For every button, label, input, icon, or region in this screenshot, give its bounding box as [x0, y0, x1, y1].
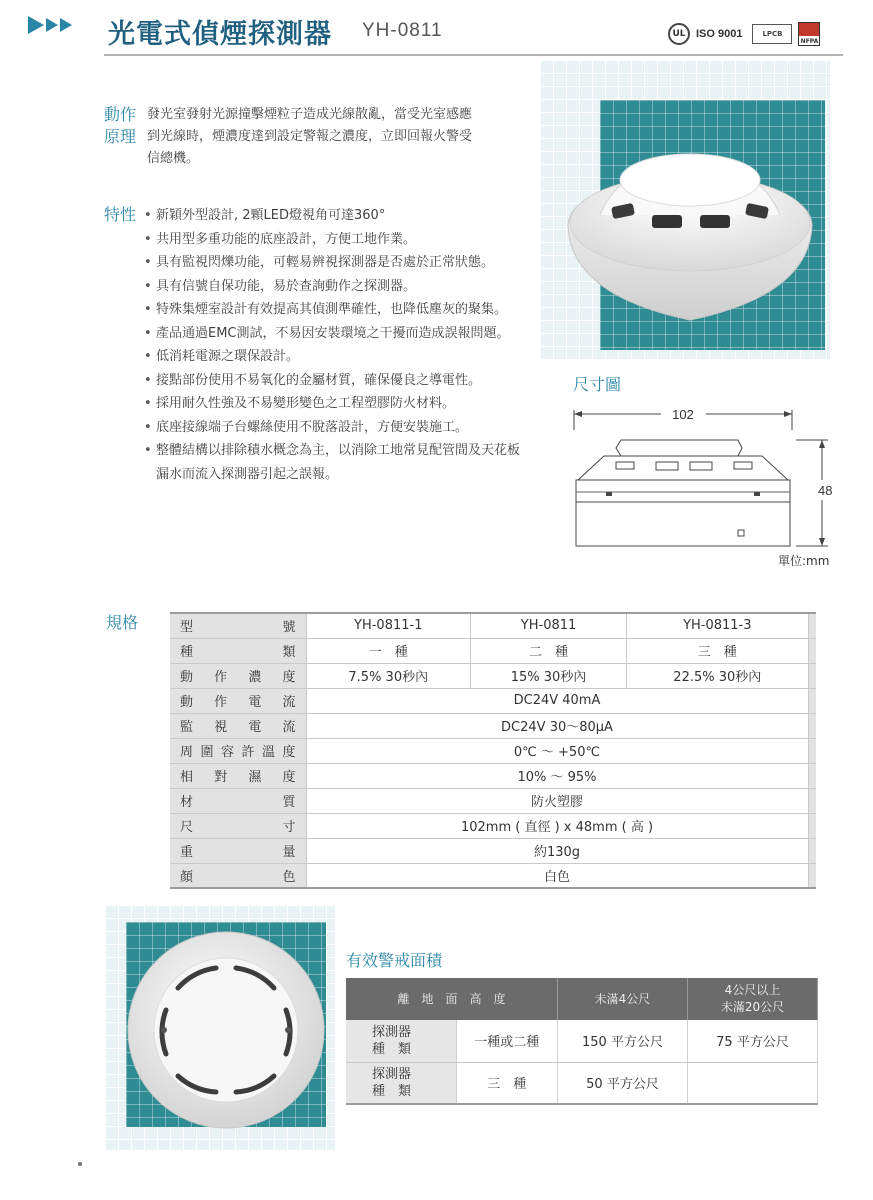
- spec-label-char: 寸: [282, 820, 296, 835]
- spec-label-char: 色: [282, 869, 296, 885]
- coverage-row: [346, 1062, 818, 1104]
- spec-row-label: [170, 638, 306, 663]
- spec-row: [170, 613, 816, 638]
- spec-row-label: [170, 713, 306, 738]
- spec-row-end: [808, 788, 816, 813]
- nfpa-label: NFPA: [800, 38, 819, 45]
- spec-row-label-chars: [180, 741, 296, 760]
- spec-label-char: 種: [180, 645, 194, 660]
- coverage-row-label-line: 種 類: [372, 1041, 412, 1057]
- spec-row: [170, 713, 816, 738]
- spec-label-char: 監: [180, 720, 194, 735]
- features-list: [144, 204, 524, 486]
- coverage-row-label-line: 探測器: [372, 1024, 412, 1040]
- spec-label-char: 顏: [180, 869, 194, 885]
- spec-cell: 三 種: [627, 638, 808, 663]
- spec-label-char: 尺: [180, 820, 194, 835]
- spec-row-label-chars: [180, 791, 296, 810]
- spec-label-char: 電: [248, 720, 262, 735]
- spec-label-char: 量: [282, 845, 296, 860]
- spec-label-char: 重: [180, 845, 194, 860]
- height-dimension-label: 48: [818, 483, 833, 498]
- spec-row-end: [808, 838, 816, 863]
- spec-row-label: [170, 688, 306, 713]
- spec-row-label: [170, 613, 306, 638]
- detector-photo-side: [560, 145, 820, 345]
- spec-cell: YH-0811-3: [627, 613, 808, 638]
- spec-cell: 約130g: [306, 838, 808, 863]
- spec-label-char: 型: [180, 620, 194, 636]
- spec-label-char: 許: [241, 745, 255, 760]
- coverage-row: [346, 1020, 818, 1062]
- spec-row-label: [170, 738, 306, 763]
- spec-row-end: [808, 813, 816, 838]
- width-dimension-label: 102: [672, 407, 694, 422]
- spec-row-label-chars: [180, 616, 296, 635]
- spec-row-end: [808, 863, 816, 888]
- spec-row-end: [808, 763, 816, 788]
- unit-label: 單位:mm: [778, 554, 830, 568]
- spec-row-end: [808, 638, 816, 663]
- feature-item: • 具有信號自保功能，易於查詢動作之探測器。: [144, 275, 524, 299]
- feature-item: • 採用耐久性強及不易變形變色之工程塑膠防火材料。: [144, 392, 524, 416]
- feature-item: • 整體結構以排除積水概念為主，以消除工地常見配管間及天花板漏水而流入探測器引起之誤報。: [144, 439, 524, 486]
- coverage-row-label: [346, 1062, 456, 1104]
- spec-row: [170, 788, 816, 813]
- spec-label-char: 材: [180, 795, 194, 810]
- dimension-title: 尺寸圖: [573, 375, 622, 394]
- coverage-value: 75 平方公尺: [688, 1020, 818, 1062]
- coverage-value: 150 平方公尺: [558, 1020, 688, 1062]
- spec-cell: YH-0811-1: [306, 613, 471, 638]
- spec-row: [170, 738, 816, 763]
- certification-logos: [668, 22, 820, 46]
- model-number: YH-0811: [362, 20, 443, 41]
- spec-label: 規格: [106, 613, 139, 632]
- page-title: 光電式偵煙探測器: [108, 19, 332, 50]
- spec-label-char: 度: [282, 670, 296, 685]
- spec-row-end: [808, 663, 816, 688]
- spec-label-char: 號: [282, 620, 296, 636]
- spec-row-end: [808, 613, 816, 638]
- spec-cell: 防火塑膠: [306, 788, 808, 813]
- spec-label-char: 動: [180, 670, 194, 685]
- spec-row-label: [170, 663, 306, 688]
- feature-item: • 產品通過EMC測試，不易因安裝環境之干擾而造成誤報問題。: [144, 322, 524, 346]
- spec-table: [170, 612, 816, 889]
- feature-item: • 特殊集煙室設計有效提高其偵測準確性，也降低塵灰的聚集。: [144, 298, 524, 322]
- spec-row-label-chars: [180, 866, 296, 885]
- coverage-table: [346, 978, 818, 1105]
- feature-item: • 新穎外型設計, 2顆LED燈視角可達360°: [144, 204, 524, 228]
- coverage-value: [688, 1062, 818, 1104]
- spec-cell: 7.5% 30秒內: [306, 663, 471, 688]
- feature-item: • 低消耗電源之環保設計。: [144, 345, 524, 369]
- coverage-value: 50 平方公尺: [558, 1062, 688, 1104]
- spec-row-label-chars: [180, 766, 296, 785]
- feature-item: • 共用型多重功能的底座設計，方便工地作業。: [144, 228, 524, 252]
- spec-label-char: 動: [180, 695, 194, 710]
- spec-row-label: [170, 813, 306, 838]
- spec-label-char: 濃: [248, 670, 262, 685]
- spec-label-char: 相: [180, 770, 194, 785]
- principle-label-line: 動作: [104, 105, 137, 124]
- arrow-icon: [46, 18, 58, 32]
- coverage-title: 有效警戒面積: [346, 951, 443, 970]
- spec-row: [170, 688, 816, 713]
- principle-line: 信總機。: [147, 151, 200, 166]
- iso-label: ISO 9001: [696, 28, 743, 40]
- spec-row-label-chars: [180, 691, 296, 710]
- spec-label-char: 容: [220, 745, 234, 760]
- spec-label-char: 圍: [200, 745, 214, 760]
- spec-label-char: 流: [282, 695, 296, 710]
- principle-line: 到光線時，煙濃度達到設定警報之濃度，立即回報火警受: [147, 129, 473, 144]
- spec-cell: 一 種: [306, 638, 471, 663]
- header-divider: [104, 54, 843, 56]
- coverage-header-col1: 未滿4公尺: [558, 978, 688, 1020]
- coverage-header-col2-line: 未滿20公尺: [720, 1000, 785, 1014]
- spec-cell: 二 種: [471, 638, 627, 663]
- spec-row-label-chars: [180, 666, 296, 685]
- arrow-icon: [60, 18, 72, 32]
- spec-cell: 10% ～ 95%: [306, 763, 808, 788]
- spec-label-char: 類: [282, 645, 296, 660]
- spec-label-char: 對: [214, 770, 228, 785]
- coverage-row-label: [346, 1020, 456, 1062]
- coverage-row-label-line: 探測器: [372, 1066, 412, 1082]
- dimension-drawing: [566, 400, 846, 550]
- spec-row-end: [808, 688, 816, 713]
- spec-label-char: 作: [214, 695, 228, 710]
- spec-row-label: [170, 788, 306, 813]
- coverage-header-col2: [688, 978, 818, 1020]
- spec-label-char: 度: [282, 745, 296, 760]
- spec-cell: DC24V 30～80μA: [306, 713, 808, 738]
- spec-cell: 22.5% 30秒內: [627, 663, 808, 688]
- principle-label: [104, 104, 136, 148]
- page-dot: [78, 1162, 82, 1166]
- principle-label-line: 原理: [104, 127, 137, 146]
- spec-cell: YH-0811: [471, 613, 627, 638]
- spec-row: [170, 763, 816, 788]
- spec-row: [170, 638, 816, 663]
- coverage-type: 一種或二種: [456, 1020, 558, 1062]
- spec-row-label: [170, 838, 306, 863]
- spec-cell: 0℃ ～ +50℃: [306, 738, 808, 763]
- coverage-type: 三 種: [456, 1062, 558, 1104]
- principle-line: 發光室發射光源撞擊煙粒子造成光線散亂，當受光室感應: [147, 107, 473, 122]
- spec-label-char: 溫: [261, 745, 275, 760]
- principle-text: [147, 104, 537, 170]
- feature-item: • 接點部份使用不易氧化的金屬材質，確保優良之導電性。: [144, 369, 524, 393]
- header-arrows: [28, 16, 72, 34]
- spec-row: [170, 863, 816, 888]
- coverage-header-height: 離 地 面 高 度: [346, 978, 558, 1020]
- feature-item: • 底座接線端子台螺絲使用不脫落設計，方便安裝施工。: [144, 416, 524, 440]
- spec-cell: DC24V 40mA: [306, 688, 808, 713]
- spec-row: [170, 663, 816, 688]
- spec-row-end: [808, 713, 816, 738]
- coverage-header-row: [346, 978, 818, 1020]
- spec-row-end: [808, 738, 816, 763]
- lpcb-logo-icon: LPCB: [752, 24, 792, 44]
- arrow-icon: [28, 16, 44, 34]
- coverage-row-label-line: 種 類: [372, 1083, 412, 1099]
- spec-label-char: 周: [180, 745, 194, 760]
- spec-label-char: 視: [214, 720, 228, 735]
- spec-row-label-chars: [180, 716, 296, 735]
- spec-row-label-chars: [180, 641, 296, 660]
- spec-row-label-chars: [180, 816, 296, 835]
- feature-item: • 具有監視閃爍功能，可輕易辨視探測器是否處於正常狀態。: [144, 251, 524, 275]
- spec-row: [170, 838, 816, 863]
- coverage-header-col2-line: 4公尺以上: [724, 983, 781, 997]
- spec-label-char: 作: [214, 670, 228, 685]
- spec-cell: 白色: [306, 863, 808, 888]
- spec-label-char: 電: [248, 695, 262, 710]
- spec-cell: 15% 30秒內: [471, 663, 627, 688]
- nfpa-logo-icon: [798, 22, 820, 46]
- features-label: 特性: [104, 205, 137, 224]
- spec-row-label: [170, 863, 306, 888]
- spec-label-char: 質: [282, 795, 296, 810]
- spec-row-label: [170, 763, 306, 788]
- spec-label-char: 濕: [248, 770, 262, 785]
- ul-logo-icon: UL: [668, 23, 690, 45]
- spec-label-char: 流: [282, 720, 296, 735]
- spec-row: [170, 813, 816, 838]
- detector-photo-top: [126, 930, 326, 1130]
- spec-row-label-chars: [180, 841, 296, 860]
- spec-label-char: 度: [282, 770, 296, 785]
- spec-cell: 102mm ( 直徑 ) x 48mm ( 高 ): [306, 813, 808, 838]
